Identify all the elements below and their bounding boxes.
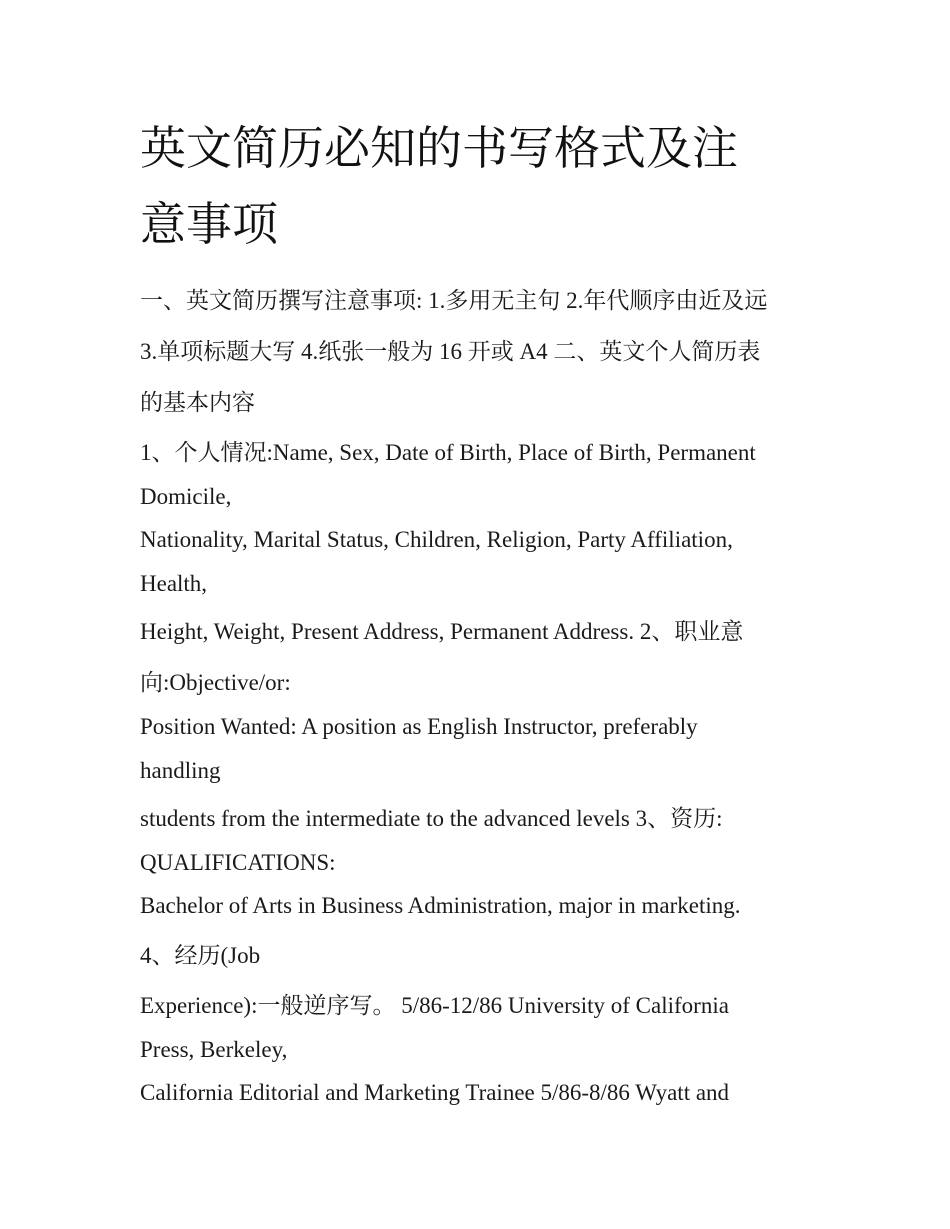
paragraph-bachelor [140, 884, 830, 928]
text-line: 向:Objective/or: [140, 670, 291, 695]
text-line: Nationality, Marital Status, Children, Religion, Party Affiliation, [140, 527, 733, 552]
paragraph-height-objective [140, 606, 830, 708]
paragraph-resume-notes [140, 275, 830, 428]
text-line: Press, Berkeley, [140, 1037, 288, 1062]
text-line: California Editorial and Marketing Trainee 5/86-8/86 Wyatt and [140, 1080, 730, 1105]
paragraph-editorial-trainee [140, 1071, 830, 1115]
text-line: Bachelor of Arts in Business Administration, major in marketing. [140, 893, 741, 918]
paragraph-personal-info [140, 431, 830, 519]
paragraph-qualifications [140, 797, 830, 885]
text-line: Experience):一般逆序写。 5/86-12/86 University of California [140, 993, 729, 1018]
title-line-1: 英文简历必知的书写格式及注 [140, 121, 738, 175]
text-line: QUALIFICATIONS: [140, 850, 336, 875]
text-line: 一、英文简历撰写注意事项: 1.多用无主句 2.年代顺序由近及远 [140, 288, 768, 313]
text-line: 1、个人情况:Name, Sex, Date of Birth, Place of Birth, Permanent [140, 440, 756, 465]
paragraph-position-wanted [140, 705, 830, 793]
text-line: Domicile, [140, 484, 232, 509]
text-line: handling [140, 758, 221, 783]
text-line: Health, [140, 571, 208, 596]
paragraph-experience-heading [140, 930, 830, 981]
text-line: Height, Weight, Present Address, Permanent Address. 2、职业意 [140, 619, 744, 644]
text-line: Position Wanted: A position as English Instructor, preferably [140, 714, 698, 739]
text-line: 的基本内容 [140, 390, 255, 415]
title-line-2: 意事项 [140, 197, 278, 251]
paragraph-nationality [140, 518, 830, 606]
text-line: 4、经历(Job [140, 943, 261, 968]
text-line: students from the intermediate to the advanced levels 3、资历: [140, 806, 723, 831]
text-line: 3.单项标题大写 4.纸张一般为 16 开或 A4 二、英文个人简历表 [140, 339, 761, 364]
document-title [140, 110, 820, 262]
paragraph-experience [140, 984, 830, 1072]
